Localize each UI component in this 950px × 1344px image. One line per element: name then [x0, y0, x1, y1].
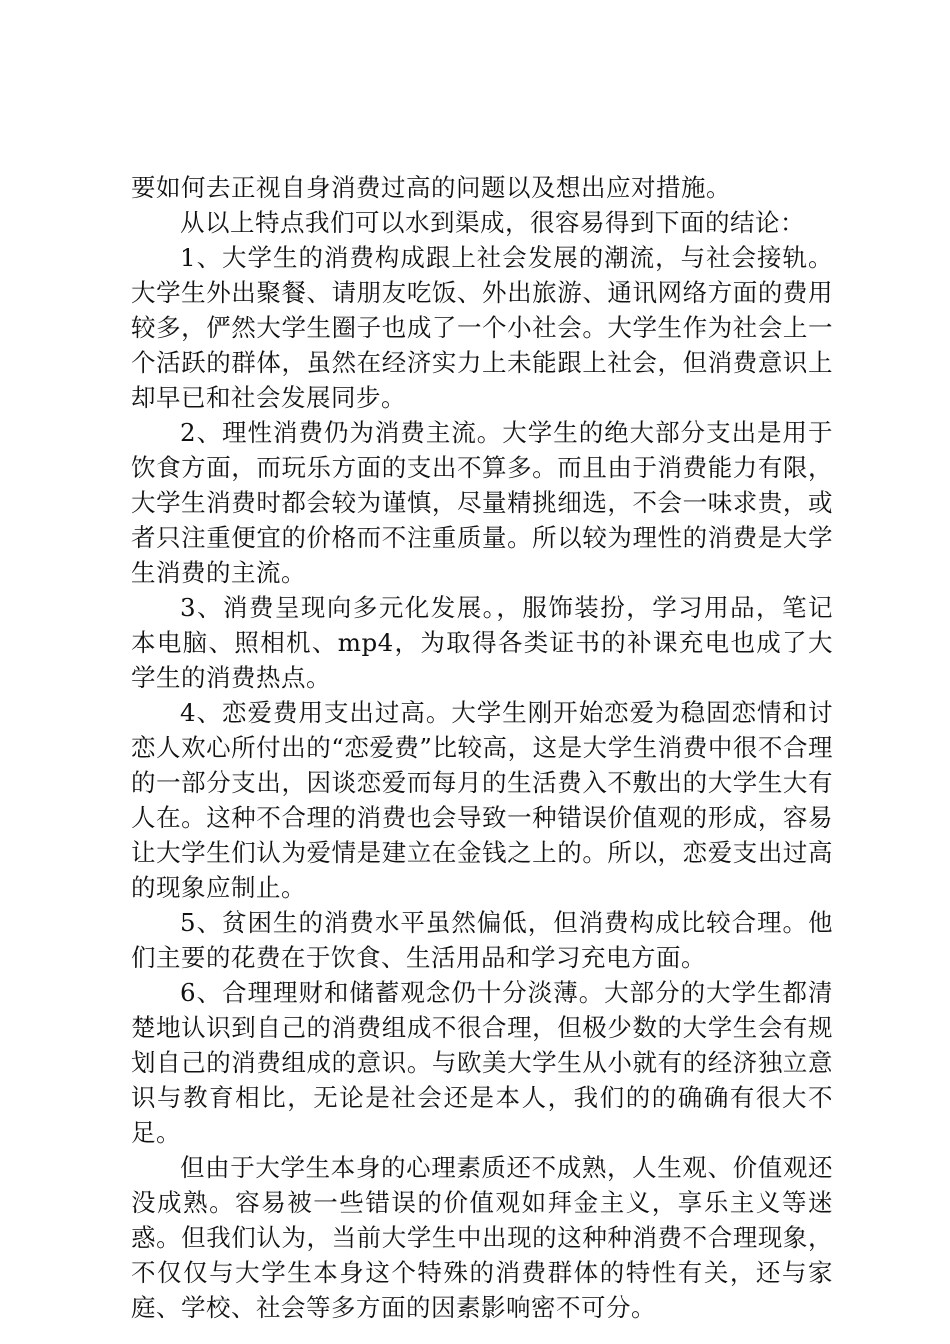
paragraph-closing: 但由于大学生本身的心理素质还不成熟，人生观、价值观还没成熟。容易被一些错误的价值观如拜金主义，享乐主义等迷惑。但我们认为，当前大学生中出现的这种种消费不合理现象，不仅仅与大学生本身这个特殊的消费群体的特性有关，还与家庭、学校、社会等多方面的因素影响密不可分。	[131, 1153, 833, 1322]
paragraph-point-1: 1、大学生的消费构成跟上社会发展的潮流，与社会接轨。大学生外出聚餐、请朋友吃饭、外出旅游、通讯网络方面的费用较多，俨然大学生圈子也成了一个小社会。大学生作为社会上一个活跃的群体，虽然在经济实力上未能跟上社会，但消费意识上却早已和社会发展同步。	[131, 243, 833, 412]
paragraph-continuation: 要如何去正视自身消费过高的问题以及想出应对措施。	[131, 173, 731, 202]
paragraph-point-3: 3、消费呈现向多元化发展。，服饰装扮，学习用品，笔记本电脑、照相机、mp4，为取得各类证书的补课充电也成了大学生的消费热点。	[131, 593, 833, 692]
paragraph-point-4: 4、恋爱费用支出过高。大学生刚开始恋爱为稳固恋情和讨恋人欢心所付出的“恋爱费”比较高，这是大学生消费中很不合理的一部分支出，因谈恋爱而每月的生活费入不敷出的大学生大有人在。这种不合理的消费也会导致一种错误价值观的形成，容易让大学生们认为爱情是建立在金钱之上的。所以，恋爱支出过高的现象应制止。	[131, 698, 833, 902]
paragraph-conclusion-intro: 从以上特点我们可以水到渠成，很容易得到下面的结论：	[180, 208, 805, 237]
paragraph-point-6: 6、合理理财和储蓄观念仍十分淡薄。大部分的大学生都清楚地认识到自己的消费组成不很合理，但极少数的大学生会有规划自己的消费组成的意识。与欧美大学生从小就有的经济独立意识与教育相比，无论是社会还是本人，我们的的确确有很大不足。	[131, 978, 833, 1147]
paragraph-point-2: 2、理性消费仍为消费主流。大学生的绝大部分支出是用于饮食方面，而玩乐方面的支出不算多。而且由于消费能力有限，大学生消费时都会较为谨慎，尽量精挑细选，不会一味求贵，或者只注重便宜的价格而不注重质量。所以较为理性的消费是大学生消费的主流。	[131, 418, 833, 587]
paragraph-point-5: 5、贫困生的消费水平虽然偏低，但消费构成比较合理。他们主要的花费在于饮食、生活用品和学习充电方面。	[131, 908, 833, 972]
document-body	[131, 170, 833, 1325]
